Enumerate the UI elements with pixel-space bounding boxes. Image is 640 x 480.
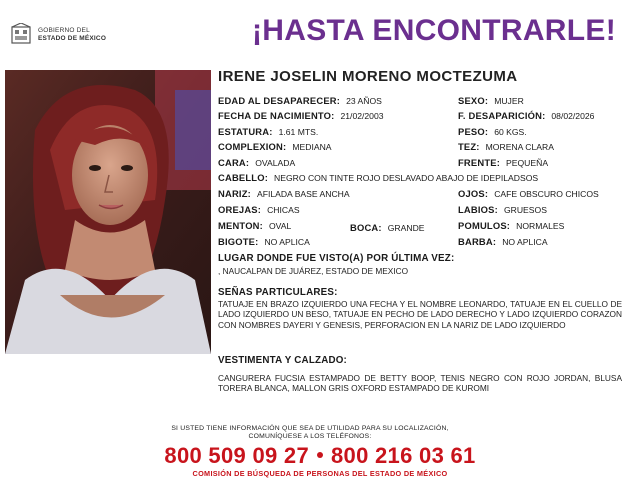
field-labios — [458, 205, 547, 215]
last-seen-text: , NAUCALPAN DE JUÁREZ, ESTADO DE MEXICO — [218, 266, 409, 276]
frente-label: FRENTE: — [458, 157, 501, 168]
field-frente — [458, 158, 548, 168]
ojos-label: OJOS: — [458, 188, 489, 199]
barba-label: BARBA: — [458, 236, 497, 247]
cara-value: OVALADA — [255, 158, 296, 168]
phone-1: 800 509 09 27 — [164, 443, 309, 468]
bigote-label: BIGOTE: — [218, 236, 259, 247]
cabello-label: CABELLO: — [218, 172, 269, 183]
cara-label: CARA: — [218, 157, 250, 168]
orejas-label: OREJAS: — [218, 204, 262, 215]
particulars-text: TATUAJE EN BRAZO IZQUIERDO UNA FECHA Y EL NOMBRE LEONARDO, TATUAJE EN EL CUELLO DE LADO IZQUIERDO UN BESO, TATUAJE EN PECHO DE LADO DERECHO Y LADO IZQUIERDO CORAZON CON NOMBRES DAYERI Y GENESIS, PERFORACION EN LA NARIZ DE LADO IZQUIERDO — [218, 299, 622, 330]
desaparicion-label: F. DESAPARICIÓN: — [458, 110, 546, 121]
field-orejas — [218, 205, 300, 215]
sexo-label: SEXO: — [458, 95, 489, 106]
field-ojos — [458, 189, 599, 199]
field-nacimiento — [218, 111, 384, 121]
field-boca — [350, 223, 425, 233]
clothing-title: VESTIMENTA Y CALZADO: — [218, 355, 348, 366]
phone-numbers — [0, 443, 640, 469]
bigote-value: NO APLICA — [264, 237, 310, 247]
separator-dot-icon — [317, 452, 323, 458]
gov-line-1: GOBIERNO DEL — [38, 27, 90, 34]
menton-value: OVAL — [268, 221, 292, 231]
menton-label: MENTON: — [218, 220, 263, 231]
contact-note-line-1: SI USTED TIENE INFORMACIÓN QUE SEA DE UTILIDAD PARA SU LOCALIZACIÓN, — [171, 425, 449, 432]
contact-note-line-2: COMUNÍQUESE A LOS TELÉFONOS: — [248, 433, 372, 441]
nacimiento-value: 21/02/2003 — [340, 111, 384, 121]
commission-name: COMISIÓN DE BÚSQUEDA DE PERSONAS DEL ESTADO DE MÉXICO — [192, 469, 448, 478]
particulars-title: SEÑAS PARTICULARES: — [218, 287, 338, 298]
estatura-value: 1.61 MTS. — [278, 127, 319, 137]
cabello-value: NEGRO CON TINTE ROJO DESLAVADO ABAJO DE IDEPILADSOS — [274, 173, 539, 183]
orejas-value: CHICAS — [267, 205, 300, 215]
gov-line-2: ESTADO DE MÉXICO — [38, 35, 107, 42]
nariz-value: AFILADA BASE ANCHA — [256, 189, 350, 199]
tez-label: TEZ: — [458, 141, 480, 152]
phone-2: 800 216 03 61 — [331, 443, 476, 468]
field-desaparicion — [458, 111, 594, 121]
pomulos-label: POMULOS: — [458, 220, 511, 231]
complexion-label: COMPLEXION: — [218, 141, 287, 152]
field-cabello — [218, 173, 538, 183]
field-bigote — [218, 237, 310, 247]
nariz-label: NARIZ: — [218, 188, 251, 199]
barba-value: NO APLICA — [502, 237, 548, 247]
sexo-value: MUJER — [494, 96, 524, 106]
field-menton — [218, 221, 291, 231]
edad-label: EDAD AL DESAPARECER: — [218, 95, 341, 106]
edad-value: 23 AÑOS — [346, 96, 382, 106]
field-cara — [218, 158, 295, 168]
field-tez — [458, 142, 554, 152]
government-logo — [10, 22, 140, 48]
field-peso — [458, 127, 527, 137]
peso-label: PESO: — [458, 126, 489, 137]
missing-person-photo — [5, 70, 211, 354]
headline: ¡HASTA ENCONTRARLE! — [252, 14, 617, 47]
boca-label: BOCA: — [350, 222, 382, 233]
field-pomulos — [458, 221, 564, 231]
clothing-text: CANGURERA FUCSIA ESTAMPADO DE BETTY BOOP, TENIS NEGRO CON ROJO JORDAN, BLUSA TORERA BLANCA, MALLON GRIS OXFORD ESTAMPADO DE KUROMI — [218, 373, 622, 394]
person-name: IRENE JOSELIN MORENO MOCTEZUMA — [218, 68, 518, 85]
complexion-value: MEDIANA — [292, 142, 332, 152]
poster-header — [0, 0, 640, 66]
field-complexion — [218, 142, 332, 152]
pomulos-value: NORMALES — [516, 221, 565, 231]
peso-value: 60 KGS. — [494, 127, 527, 137]
field-edad — [218, 96, 382, 106]
field-estatura — [218, 127, 318, 137]
labios-value: GRUESOS — [503, 205, 547, 215]
field-sexo — [458, 96, 524, 106]
portrait-icon — [5, 70, 211, 354]
last-seen-title: LUGAR DONDE FUE VISTO(A) POR ÚLTIMA VEZ: — [218, 253, 455, 264]
ojos-value: CAFE OBSCURO CHICOS — [494, 189, 599, 199]
tez-value: MORENA CLARA — [485, 142, 554, 152]
estatura-label: ESTATURA: — [218, 126, 273, 137]
nacimiento-label: FECHA DE NACIMIENTO: — [218, 110, 335, 121]
state-emblem-icon — [10, 23, 32, 47]
boca-value: GRANDE — [387, 223, 425, 233]
contact-note — [0, 425, 620, 442]
frente-value: PEQUEÑA — [506, 158, 549, 168]
field-nariz — [218, 189, 350, 199]
field-barba — [458, 237, 548, 247]
labios-label: LABIOS: — [458, 204, 498, 215]
desaparicion-value: 08/02/2026 — [551, 111, 595, 121]
